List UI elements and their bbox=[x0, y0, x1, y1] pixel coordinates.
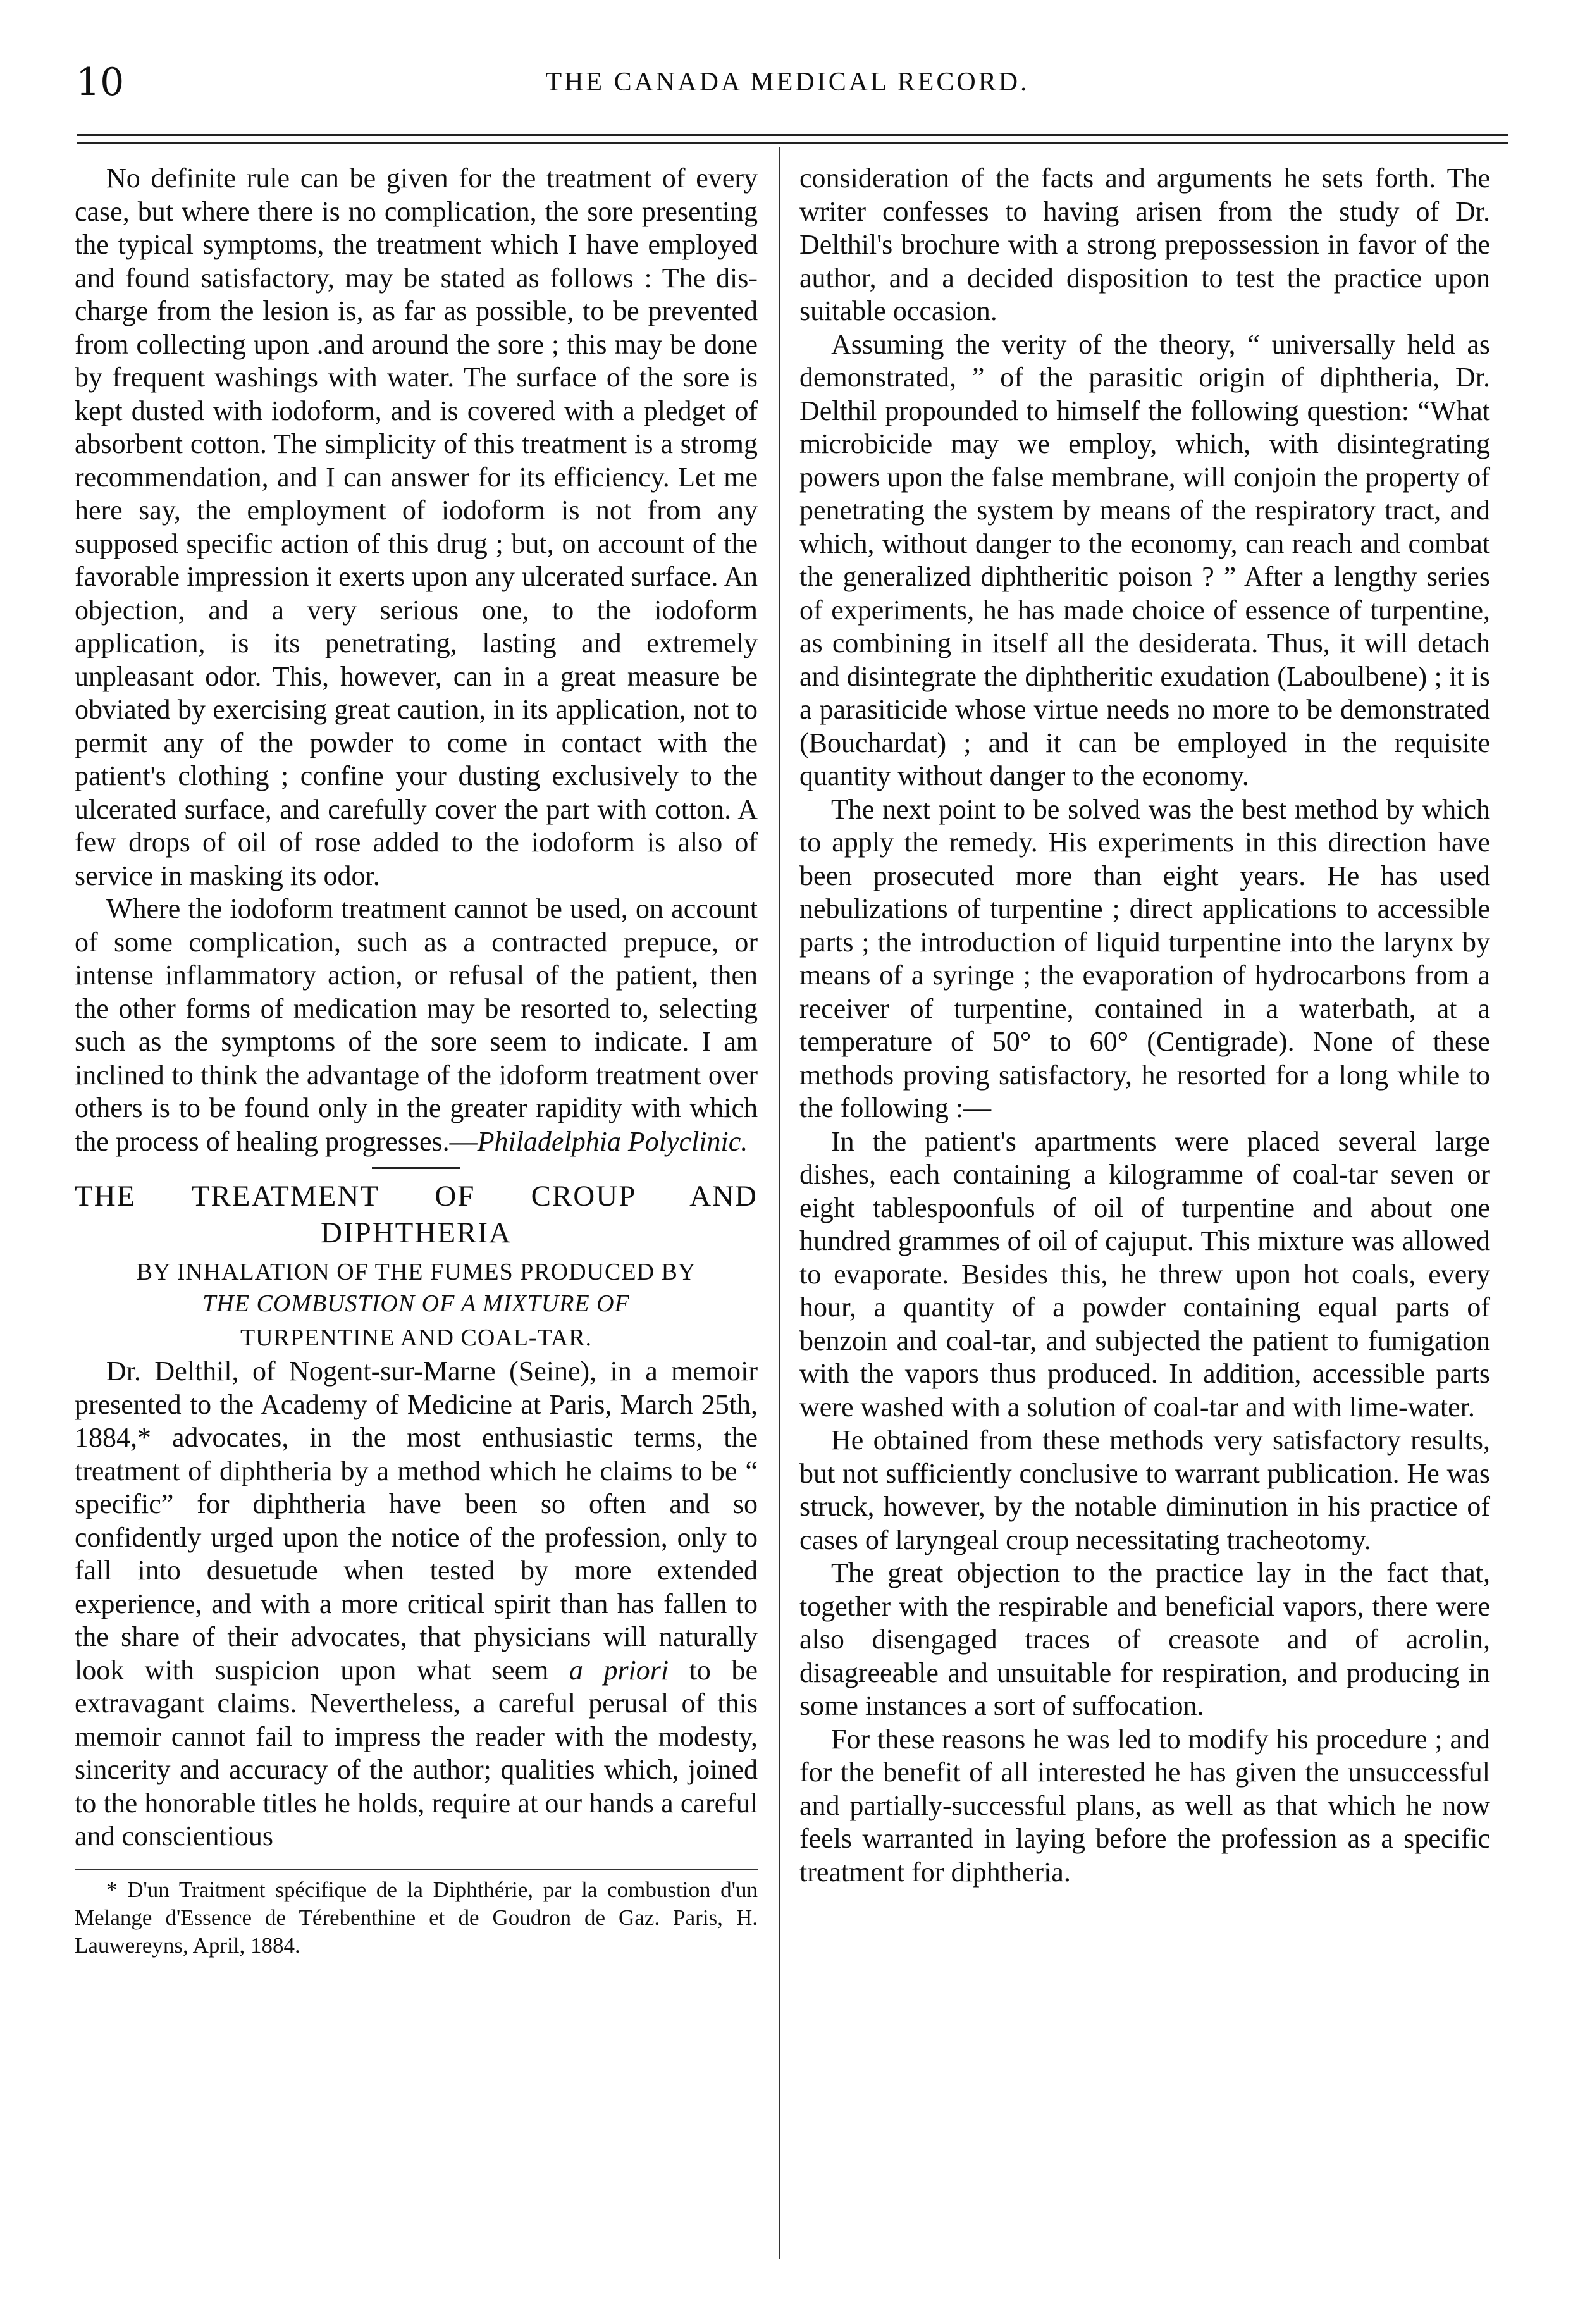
paragraph: No definite rule can be given for the treatment of every case, but where there is no complication, the sore presenting the typical symptoms, the treatment which I have employed and found satisfactory, may be stated as follows : The discharge from the lesion is, as far as possible, to be prevented from collecting upon .and around the sore ; this may be done by frequent washings with water. The surface of the sore is kept dusted with iodoform, and is covered with a pledget of absorbent cotton. The simplicity of this treatment is a stromg recommendation, and I can answer for its efficiency. Let me here say, the employment of iodoform is not from any supposed specific action of this drug ; but, on account of the favorable impression it exerts upon any ulcerated surface. An objection, and a very serious one, to the iodoform application, is its penetrating, lasting and extremely unpleasant odor. This, however, can in a great measure be obviated by exercising great caution, in its application, not to permit any of the powder to come in contact with the patient's clothing ; confine your dusting exclusively to the ulcerated surface, and carefully cover the part with cotton. A few drops of oil of rose added to the iodoform is also of service in masking its odor. bbox=[75, 163, 758, 891]
column-divider bbox=[779, 147, 780, 2259]
paragraph: The great objection to the practice lay in the fact that, together with the respirable and beneficial vapors, there were also disengaged traces of creasote and of acrolin, disagreeable and unsuitable for respiration, and producing in some instances a sort of suffocation. bbox=[799, 1557, 1490, 1721]
header-rule-top bbox=[77, 134, 1508, 136]
source-credit: Philadelphia Polyclinic. bbox=[477, 1125, 748, 1157]
intro-italic: a priori bbox=[569, 1654, 669, 1686]
page-number: 10 bbox=[76, 60, 125, 104]
article-title-line-2: DIPHTHERIA bbox=[321, 1216, 512, 1249]
paragraph bbox=[75, 893, 758, 1158]
article-intro-paragraph bbox=[75, 1355, 758, 1853]
running-head: THE CANADA MEDICAL RECORD. bbox=[545, 68, 1030, 97]
footnote-rule bbox=[75, 1869, 758, 1870]
left-column bbox=[75, 162, 758, 1960]
paragraph: The next point to be solved was the best method by which to apply the remedy. His experiments in this direction have been prosecuted more than eight years. He has used nebulizations of turpentine ; direct applications to accessible parts ; the introduction of liquid turpentine into the larynx by means of a syringe ; the evaporation of hydrocarbons from a receiver of turpentine, contained in a waterbath, at a temperature of 50° to 60° (Centigrade). None of these methods proving satisfactory, he resorted for a long while to the following :— bbox=[799, 793, 1490, 1123]
footnote: * D'un Traitment spécifique de la Diphthérie, par la combustion d'un Melange d'Essence de Térebenthine et de Goudron de Gaz. Paris, H. Lauwereyns, April, 1884. bbox=[75, 1877, 758, 1958]
paragraph: Assuming the verity of the theory, “ universally held as demonstrated, ” of the parasitic origin of diphtheria, Dr. Delthil propounded to himself the following question: “What microbicide may we employ, which, with disintegrating powers upon the false membrane, will conjoin the property of penetrating the system by means of the respiratory tract, and which, without danger to the economy, can reach and combat the generalized diphtheritic poison ? ” After a lengthy series of experiments, he has made choice of essence of turpentine, as combining in itself all the desiderata. Thus, it will detach and disintegrate the diphtheritic exudation (Laboulbene) ; it is a parasiticide whose virtue needs no more to be demonstrated (Bouchardat) ; and it can be employed in the requisite quantity without danger to the economy. bbox=[799, 328, 1490, 791]
article-subtitle-line-1: BY INHALATION OF THE FUMES PRODUCED BY bbox=[136, 1259, 696, 1285]
article-subtitle-line-2: THE COMBUSTION OF A MIXTURE OF bbox=[202, 1290, 630, 1317]
paragraph-text: Where the iodoform treatment cannot be used, on account of some complication, such as a contracted prepuce, or intense inflammatory action, or refusal of the patient, then the other forms of medication may be resorted to, selecting such as the symptoms of the sore seem to indicate. I am inclined to think the advantage of the idoform treatment over others is to be found only in the greater rapidity with which the process of healing progresses.— bbox=[75, 893, 758, 1157]
paragraph: For these reasons he was led to modify his procedure ; and for the benefit of all interested he has given the unsuccessful and partially-successful plans, as well as that which he now feels warranted in laying before the profession as a specific treatment for diphtheria. bbox=[799, 1723, 1490, 1888]
paragraph: In the patient's apartments were placed several large dishes, each containing a kilogramme of coal-tar seven or eight tablespoonfuls of oil of turpentine and about one hundred grammes of oil of cajuput. This mixture was allowed to evaporate. Besides this, he threw upon hot coals, every hour, a quantity of a powder containing equal parts of benzoin and coal-tar, and subjected the patient to fumigation with the vapors thus produced. In addition, accessible parts were washed with a solution of coal-tar and with lime-water. bbox=[799, 1125, 1490, 1423]
article-subtitle-line-3: TURPENTINE AND COAL-TAR. bbox=[240, 1325, 593, 1351]
right-column bbox=[799, 162, 1490, 1889]
intro-text-continued: to be extravagant claims. Nevertheless, a careful perusal of this memoir cannot fail to impress the reader with the modesty, sincerity and accuracy of the author; qualities which, joined to the honorable titles he holds, require at our hands a careful and conscientious bbox=[75, 1654, 758, 1851]
paragraph: He obtained from these methods very satisfactory results, but not sufficiently conclusive to warrant publication. He was struck, however, by the notable diminution in his practice of cases of laryngeal croup necessitating tracheotomy. bbox=[799, 1425, 1490, 1555]
paragraph: consideration of the facts and arguments he sets forth. The writer confesses to having arisen from the study of Dr. Delthil's brochure with a strong prepossession in favor of the author, and a decided disposition to test the practice upon suitable occasion. bbox=[799, 163, 1490, 326]
page-header bbox=[51, 57, 1524, 108]
header-rule-bottom bbox=[77, 142, 1508, 144]
section-separator bbox=[372, 1167, 460, 1169]
article-title-line-1: THE TREATMENT OF CROUP AND bbox=[75, 1180, 758, 1213]
intro-text: Dr. Delthil, of Nogent-sur-Marne (Seine), in a memoir presented to the Academy of Medicine at Paris, March 25th, 1884,* advocates, in the most enthusiastic terms, the treatment of diphtheria by a method which he claims to be “ specific” for diphtheria have been so often and so confidently urged upon the notice of the profession, only to fall into desuetude when tested by more extended experience, and with a more critical spirit than has fallen to the share of their advocates, that physicians will naturally look with suspicion upon what seem bbox=[75, 1356, 758, 1686]
